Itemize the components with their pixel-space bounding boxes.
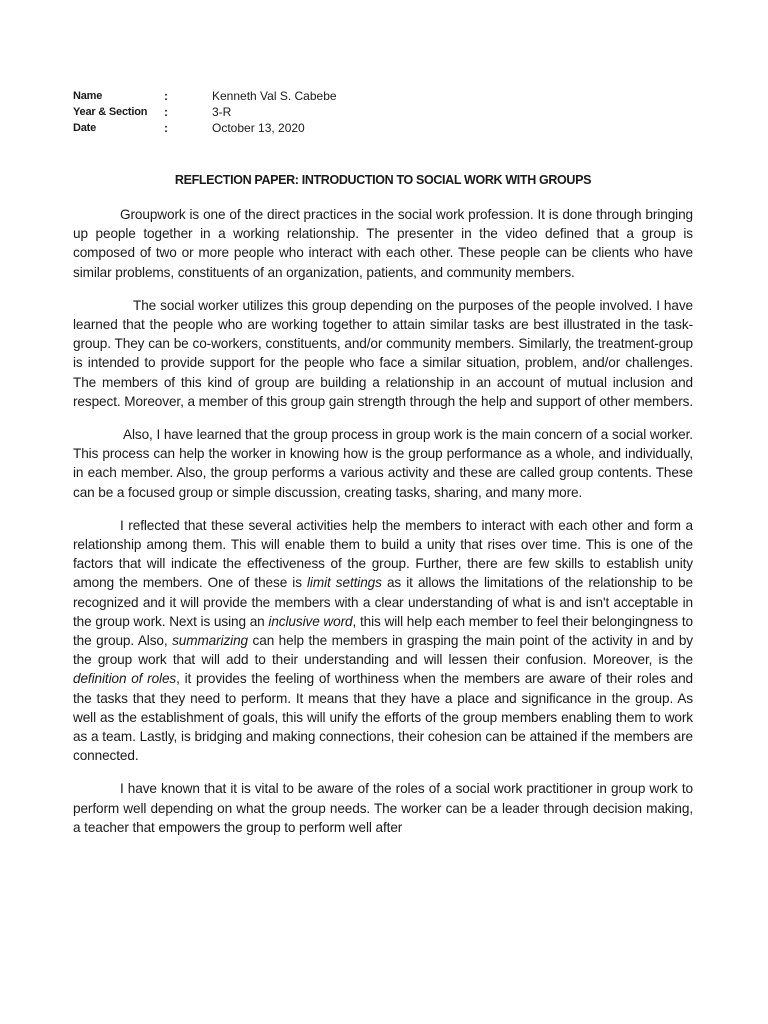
- paragraph-4-text-1: I reflected that these several activities help the members to interact with each other and form a relationship among them. This will enable them to build a unity that rises over time. This is one of the factors that will indicate the effectiveness of the group. Further, there are few skills to establish unity among the members. One of these is: [73, 517, 693, 591]
- paragraph-2: The social worker utilizes this group depending on the purposes of the people involved. I have learned that the people who are working together to attain similar tasks are best illustrated in the task-group. They can be co-workers, constituents, and/or community members. Similarly, the treatment-group is intended to provide support for the people who face a similar situation, problem, and/or challenges. The members of this kind of group are building a relationship in an account of mutual inclusion and respect. Moreover, a member of this group gain strength through the help and support of other members.: [73, 297, 693, 409]
- name-label: Name: [73, 90, 103, 102]
- section-value: 3-R: [212, 105, 232, 119]
- paper-title: REFLECTION PAPER: INTRODUCTION TO SOCIAL WORK WITH GROUPS: [174, 173, 592, 187]
- header-block: [73, 88, 633, 136]
- name-colon: :: [164, 89, 168, 103]
- paper-body: [73, 205, 693, 851]
- section-colon: :: [164, 105, 168, 119]
- paragraph-4-emphasis-inclusive-word: inclusive word: [268, 613, 353, 629]
- paragraph-4-text-3: , this will help each member to feel their belongingness to the group. Also,: [73, 613, 694, 649]
- paragraph-4-text-2: as it allows the limitations of the relationship to be recognized and it will provide the members with a clear understanding of what is and isn't acceptable in the group work. Next is using an: [73, 575, 693, 629]
- paragraph-4-emphasis-definition-of-roles: definition of roles: [73, 671, 177, 687]
- paragraph-4: [73, 516, 693, 766]
- date-value: October 13, 2020: [212, 121, 305, 135]
- paragraph-4-text-4: can help the members in grasping the main point of the activity in and by the group work that will add to their understanding and will lessen their confusion. Moreover, is the: [73, 633, 693, 668]
- paragraph-4-emphasis-summarizing: summarizing: [172, 633, 249, 649]
- paragraph-4-text-5: , it provides the feeling of worthiness when the members are aware of their roles and the tasks that they need to perform. It means that they have a place and significance in the group. As well as the establishment of goals, this will unify the efforts of the group members enabling them to work as a team. Lastly, is bridging and making connections, their cohesion can be attained if the members are connected.: [73, 671, 693, 764]
- section-row: [73, 104, 633, 120]
- date-row: [73, 120, 633, 136]
- paragraph-3: Also, I have learned that the group process in group work is the main concern of a social worker. This process can help the worker in knowing how is the group performance as a whole, and individually, in each member. Also, the group performs a various activity and these are called group contents. These can be a focused group or simple discussion, creating tasks, sharing, and many more.: [73, 427, 693, 500]
- section-label: Year & Section: [73, 106, 148, 118]
- paragraph-5: I have known that it is vital to be aware of the roles of a social work practitioner in group work to perform well depending on what the group needs. The worker can be a leader through decision making, a teacher that empowers the group to perform well after: [73, 781, 693, 835]
- date-colon: :: [164, 121, 168, 135]
- name-row: [73, 88, 633, 104]
- paragraph-4-emphasis-limit-settings: limit settings: [307, 575, 382, 591]
- paragraph-1: Groupwork is one of the direct practices in the social work profession. It is done through bringing up people together in a working relationship. The presenter in the video defined that a group is composed of two or more people who interact with each other. These people can be clients who have similar problems, constituents of an organization, patients, and community members.: [73, 207, 693, 280]
- date-label: Date: [73, 122, 97, 134]
- name-value: Kenneth Val S. Cabebe: [212, 89, 337, 103]
